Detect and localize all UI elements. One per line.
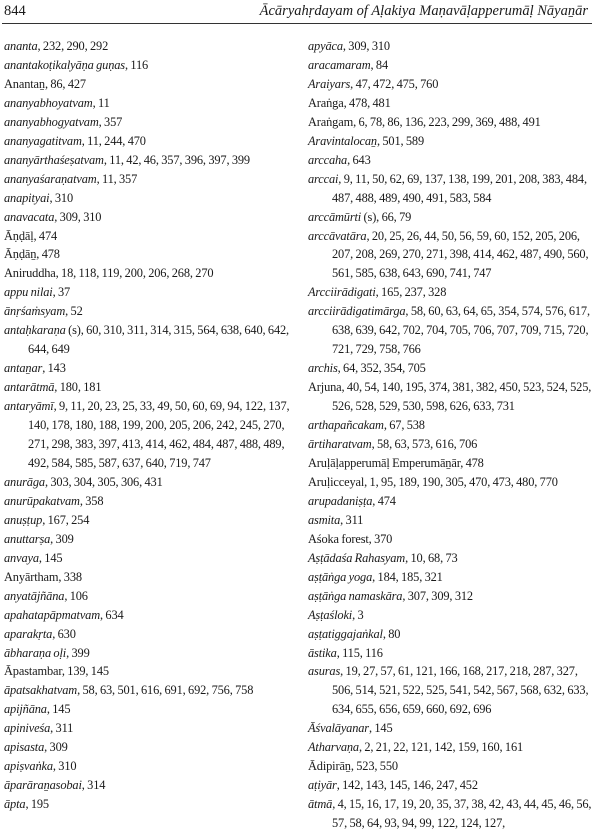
index-page-refs: , 145 xyxy=(38,550,63,565)
header-rule xyxy=(2,23,592,24)
index-entry xyxy=(4,587,294,606)
index-term: ananyabhogyatvam xyxy=(4,114,99,129)
index-page-refs: , 11, 42, 46, 357, 396, 397, 399 xyxy=(103,152,250,167)
page-header xyxy=(0,0,600,24)
index-page-refs: , 64, 352, 354, 705 xyxy=(337,361,426,376)
index-page-refs: , 501, 589 xyxy=(376,133,425,148)
index-term: āstika xyxy=(308,645,337,660)
index-term: aracamaram xyxy=(308,57,371,72)
index-term: apiṣvaṅka xyxy=(4,759,53,774)
index-entry xyxy=(308,283,596,302)
index-page-refs: , 310 xyxy=(52,759,77,774)
index-entry xyxy=(308,738,596,757)
index-entry xyxy=(308,511,596,530)
index-entry xyxy=(308,492,596,511)
index-page-refs: , 142, 143, 145, 146, 247, 452 xyxy=(336,778,478,793)
index-entry xyxy=(4,719,294,738)
index-term: ābharaṇa oḷi xyxy=(4,645,67,660)
index-term: aparakṛta xyxy=(4,626,53,641)
index-page-refs: , 399 xyxy=(66,645,90,660)
index-page-refs: , 139, 145 xyxy=(61,664,109,679)
index-column-right xyxy=(308,37,596,833)
index-term: ānṛśaṁsyam xyxy=(4,304,66,319)
index-page-refs: , 314 xyxy=(81,778,106,793)
index-page-refs: , 309 xyxy=(44,740,68,755)
index-page-refs: , 6, 78, 86, 136, 223, 299, 369, 488, 491 xyxy=(353,114,541,129)
index-page-refs: , 10, 68, 73 xyxy=(405,550,458,565)
index-entry xyxy=(4,606,294,625)
index-page-refs: , 52 xyxy=(65,304,83,319)
index-term: āpta xyxy=(4,797,26,812)
index-entry xyxy=(308,606,596,625)
index-entry xyxy=(4,397,294,473)
index-term: āparāraṉasobai xyxy=(4,778,82,793)
index-page-refs: , 1, 95, 189, 190, 305, 470, 473, 480, 770 xyxy=(364,474,558,489)
index-entry xyxy=(308,795,596,833)
index-entry xyxy=(4,625,294,644)
index-term: apahatapāpmatvam xyxy=(4,607,101,622)
index-term: Aruḷāḷapperumāḷ Emperumāṉār xyxy=(308,455,461,470)
index-page-refs: (s), 60, 310, 311, 314, 315, 564, 638, 640, 642, 644, 649 xyxy=(28,323,289,357)
index-entry xyxy=(4,568,294,587)
index-term: anyatājñāna xyxy=(4,588,65,603)
index-page-refs: , 145 xyxy=(368,721,393,736)
index-entry xyxy=(4,321,294,359)
index-term: anuṣṭup xyxy=(4,512,43,527)
index-term: ananyabhoyatvam xyxy=(4,95,93,110)
index-page-refs: , 116 xyxy=(124,57,149,72)
index-entry xyxy=(308,473,596,492)
index-term: Araṅga xyxy=(308,95,344,110)
index-entry xyxy=(308,302,596,359)
index-entry xyxy=(308,757,596,776)
index-page-refs: , 19, 27, 57, 61, 121, 166, 168, 217, 218, 287, 327, 506, 514, 521, 522, 525, 541, 542, 567, 568, 632, 633, 634, 655, 656, 659, 660, 692, 696 xyxy=(332,664,589,717)
index-term: anuttarṣa xyxy=(4,531,51,546)
index-entry xyxy=(308,587,596,606)
index-page-refs: , 180, 181 xyxy=(54,380,102,395)
index-entry xyxy=(308,530,596,549)
index-entry xyxy=(308,94,596,113)
index-page-refs: , 643 xyxy=(347,152,371,167)
index-entry xyxy=(4,662,294,681)
index-page-refs: , 311 xyxy=(50,721,74,736)
index-entry xyxy=(308,378,596,416)
index-term: Āṇḍāḷ xyxy=(4,228,34,243)
index-term: antarātmā xyxy=(4,380,55,395)
index-page-refs: , 9, 11, 20, 23, 25, 33, 49, 50, 60, 69, 94, 122, 137, 140, 178, 180, 188, 199, 200, 205, 206, 242, 245, 270, 271, 298, 383, 397, 413, 414, 462, 484, 487, 488, 489, 492, 584, 585, 587, 637, 640, 719, 747 xyxy=(28,399,290,470)
index-page-refs: , 184, 185, 321 xyxy=(372,569,443,584)
index-entry xyxy=(4,492,294,511)
index-entry xyxy=(4,245,294,264)
index-page-refs: , 3 xyxy=(352,607,364,622)
index-page-refs: , 37 xyxy=(52,285,71,300)
index-term: anantakoṭikalyāṇa guṇas xyxy=(4,57,125,72)
index-term: Araṅgam xyxy=(308,114,354,129)
index-page-refs: , 478, 481 xyxy=(343,95,391,110)
index-page-refs: , 47, 472, 475, 760 xyxy=(350,76,439,91)
index-page-refs: , 4, 15, 16, 17, 19, 20, 35, 37, 38, 42, 43, 44, 45, 46, 56, 57, 58, 64, 93, 94, 99, 122, 124, 127, xyxy=(332,797,592,831)
index-term: Aniruddha xyxy=(4,266,56,281)
index-entry xyxy=(4,511,294,530)
index-entry xyxy=(4,738,294,757)
index-page-refs: , 58, 60, 63, 64, 65, 354, 574, 576, 617, 638, 639, 642, 702, 704, 705, 706, 707, 709, 715, 720, 721, 729, 758, 766 xyxy=(332,304,590,357)
index-entry xyxy=(4,776,294,795)
index-page-refs: , 143 xyxy=(42,361,66,376)
index-page-refs: , 370 xyxy=(368,531,393,546)
index-term: aṭiyār xyxy=(308,778,337,793)
index-page-refs: , 630 xyxy=(52,626,76,641)
index-term: asuras xyxy=(308,664,341,679)
index-entry xyxy=(308,454,596,473)
index-term: apyāca xyxy=(308,39,343,53)
index-term: anapityai xyxy=(4,190,50,205)
index-term: Aṣṭaśloki xyxy=(308,607,353,622)
index-term: ananta xyxy=(4,39,38,53)
index-page-refs: , 84 xyxy=(370,57,389,72)
index-term: apijñāna xyxy=(4,702,47,717)
index-entry xyxy=(4,473,294,492)
index-page-refs: , 309, 310 xyxy=(342,39,390,53)
index-term: aṣṭāṅga namaskāra xyxy=(308,588,403,603)
index-entry xyxy=(4,700,294,719)
index-entry xyxy=(4,681,294,700)
index-entry xyxy=(4,359,294,378)
index-entry xyxy=(308,208,596,227)
index-term: arccaha xyxy=(308,152,348,167)
index-page-refs: , 311 xyxy=(340,512,364,527)
index-term: Arjuna xyxy=(308,380,342,395)
index-entry xyxy=(4,264,294,283)
index-page-refs: , 86, 427 xyxy=(44,76,86,91)
index-page-refs: , 195 xyxy=(25,797,49,812)
index-term: arcciirādigatimārga xyxy=(308,304,406,319)
index-entry xyxy=(308,359,596,378)
index-entry xyxy=(308,170,596,208)
index-entry xyxy=(308,37,596,56)
index-entry xyxy=(4,549,294,568)
index-entry xyxy=(308,132,596,151)
index-term: Atharvaṇa xyxy=(308,740,359,755)
index-entry xyxy=(308,151,596,170)
index-term: Aśoka forest xyxy=(308,531,369,546)
index-term: aṣṭāṅga yoga xyxy=(308,569,373,584)
index-page-refs: , 106 xyxy=(64,588,88,603)
index-entry xyxy=(4,757,294,776)
index-term: anavacata xyxy=(4,209,55,224)
index-term: anurāga xyxy=(4,474,45,489)
index-term: anvaya xyxy=(4,550,39,565)
index-term: apiniveśa xyxy=(4,721,51,736)
index-page-refs: , 310 xyxy=(49,190,74,205)
index-term: arccāvatāra xyxy=(308,228,367,243)
index-term: Aṣṭādaśa Rahasyam xyxy=(308,550,406,565)
index-entry xyxy=(4,113,294,132)
index-entry xyxy=(308,625,596,644)
index-term: Anantaṉ xyxy=(4,76,45,91)
index-page-refs: , 232, 290, 292 xyxy=(37,39,109,53)
index-term: Araiyars xyxy=(308,76,351,91)
index-term: apisasta xyxy=(4,740,45,755)
index-entry xyxy=(4,644,294,663)
index-entry xyxy=(308,416,596,435)
index-page-refs: , 474 xyxy=(33,228,58,243)
index-page-refs: , 478 xyxy=(460,455,484,470)
index-page-refs: , 115, 116 xyxy=(336,645,383,660)
index-entry xyxy=(308,75,596,94)
index-entry xyxy=(4,151,294,170)
index-entry xyxy=(308,113,596,132)
index-term: Āṇḍāṉ xyxy=(4,247,37,262)
index-term: archis xyxy=(308,361,338,376)
index-entry xyxy=(4,132,294,151)
index-entry xyxy=(4,795,294,814)
index-page-refs: , 309, 310 xyxy=(54,209,102,224)
index-term: Āśvalāyanar xyxy=(308,721,369,736)
index-entry xyxy=(4,208,294,227)
index-page-refs: , 40, 54, 140, 195, 374, 381, 382, 450, 523, 524, 525, 526, 528, 529, 530, 598, 626, 633, 731 xyxy=(332,380,592,414)
index-term: ārtiharatvam xyxy=(308,437,372,452)
index-entry xyxy=(4,75,294,94)
index-page-refs: , 358 xyxy=(79,493,104,508)
index-entry xyxy=(308,549,596,568)
index-page-refs: , 9, 11, 50, 62, 69, 137, 138, 199, 201, 208, 383, 484, 487, 488, 489, 490, 491, 583, 584 xyxy=(332,171,587,205)
index-entry xyxy=(4,189,294,208)
index-page-refs: , 478 xyxy=(36,247,60,262)
index-page-refs: , 474 xyxy=(372,493,396,508)
index-page-refs: , 11, 244, 470 xyxy=(81,133,146,148)
index-page-refs: , 20, 25, 26, 44, 50, 56, 59, 60, 152, 205, 206, 207, 208, 269, 270, 271, 398, 414, 462, 487, 490, 560, 561, 585, 638, 643, 690, 741, 747 xyxy=(332,228,589,281)
index-term: Aravintalocaṉ xyxy=(308,133,377,148)
index-entry xyxy=(308,776,596,795)
page-number: 844 xyxy=(4,3,26,19)
index-term: āpatsakhatvam xyxy=(4,683,78,698)
index-page-refs: , 307, 309, 312 xyxy=(402,588,473,603)
index-entry xyxy=(4,56,294,75)
index-page-refs: , 2, 21, 22, 121, 142, 159, 160, 161 xyxy=(358,740,524,755)
index-page-refs: , 11, 357 xyxy=(96,171,138,186)
index-entry xyxy=(4,302,294,321)
index-entry xyxy=(308,719,596,738)
index-entry xyxy=(4,37,294,56)
index-page-refs: , 18, 118, 119, 200, 206, 268, 270 xyxy=(55,266,214,281)
index-term: antaḥkaraṇa xyxy=(4,323,66,338)
index-term: ananyārthaśeṣatvam xyxy=(4,152,104,167)
index-term: Aruḷicceyal xyxy=(308,474,365,489)
index-entry xyxy=(4,530,294,549)
index-term: Ādipirāṉ xyxy=(308,759,351,774)
index-term: appu nilai xyxy=(4,285,53,300)
index-page-refs: , 338 xyxy=(58,569,82,584)
index-page-refs: , 67, 538 xyxy=(383,418,425,433)
index-page-refs: , 167, 254 xyxy=(42,512,90,527)
index-entry xyxy=(4,94,294,113)
index-column-left xyxy=(4,37,294,814)
index-term: antaṉar xyxy=(4,361,43,376)
index-page-refs: , 309 xyxy=(50,531,74,546)
index-term: arupadaniṣṭa xyxy=(308,493,373,508)
index-term: asmita xyxy=(308,512,341,527)
index-term: aṣṭatiggajaṅkal xyxy=(308,626,383,641)
index-term: arthapañcakam xyxy=(308,418,384,433)
index-entry xyxy=(308,568,596,587)
index-page-refs: , 303, 304, 305, 306, 431 xyxy=(44,474,163,489)
index-term: ananyaśaraṇatvam xyxy=(4,171,97,186)
index-entry xyxy=(4,283,294,302)
index-term: Āpastambar xyxy=(4,664,62,679)
index-term: Arcciirādigati xyxy=(308,285,376,300)
index-term: arccāmūrti xyxy=(308,209,362,224)
index-page-refs: , 80 xyxy=(382,626,401,641)
index-page-refs: , 634 xyxy=(100,607,124,622)
index-entry xyxy=(4,378,294,397)
index-entry xyxy=(4,227,294,246)
index-term: anurūpakatvam xyxy=(4,493,80,508)
index-entry xyxy=(308,644,596,663)
index-page-refs: , 357 xyxy=(98,114,123,129)
index-entry xyxy=(308,662,596,719)
index-entry xyxy=(308,435,596,454)
index-page-refs: , 58, 63, 573, 616, 706 xyxy=(371,437,478,452)
index-entry xyxy=(308,56,596,75)
index-page-refs: , 523, 550 xyxy=(350,759,398,774)
index-page-refs: , 145 xyxy=(46,702,71,717)
index-term: ananyagatitvam xyxy=(4,133,82,148)
index-term: antaryāmī xyxy=(4,399,54,414)
running-title: Ācāryahṛdayam of Aḷakiya Maṇavāḷapperumāḷ Nāyaṉār xyxy=(259,3,588,19)
index-page-refs: (s), 66, 79 xyxy=(361,209,412,224)
index-page-refs: , 11 xyxy=(92,95,110,110)
index-page-refs: , 58, 63, 501, 616, 691, 692, 756, 758 xyxy=(77,683,254,698)
index-page-refs: , 165, 237, 328 xyxy=(375,285,447,300)
index-term: Anyārtham xyxy=(4,569,59,584)
index-term: ātmā xyxy=(308,797,333,812)
index-term: arccai xyxy=(308,171,339,186)
index-entry xyxy=(308,227,596,284)
index-entry xyxy=(4,170,294,189)
